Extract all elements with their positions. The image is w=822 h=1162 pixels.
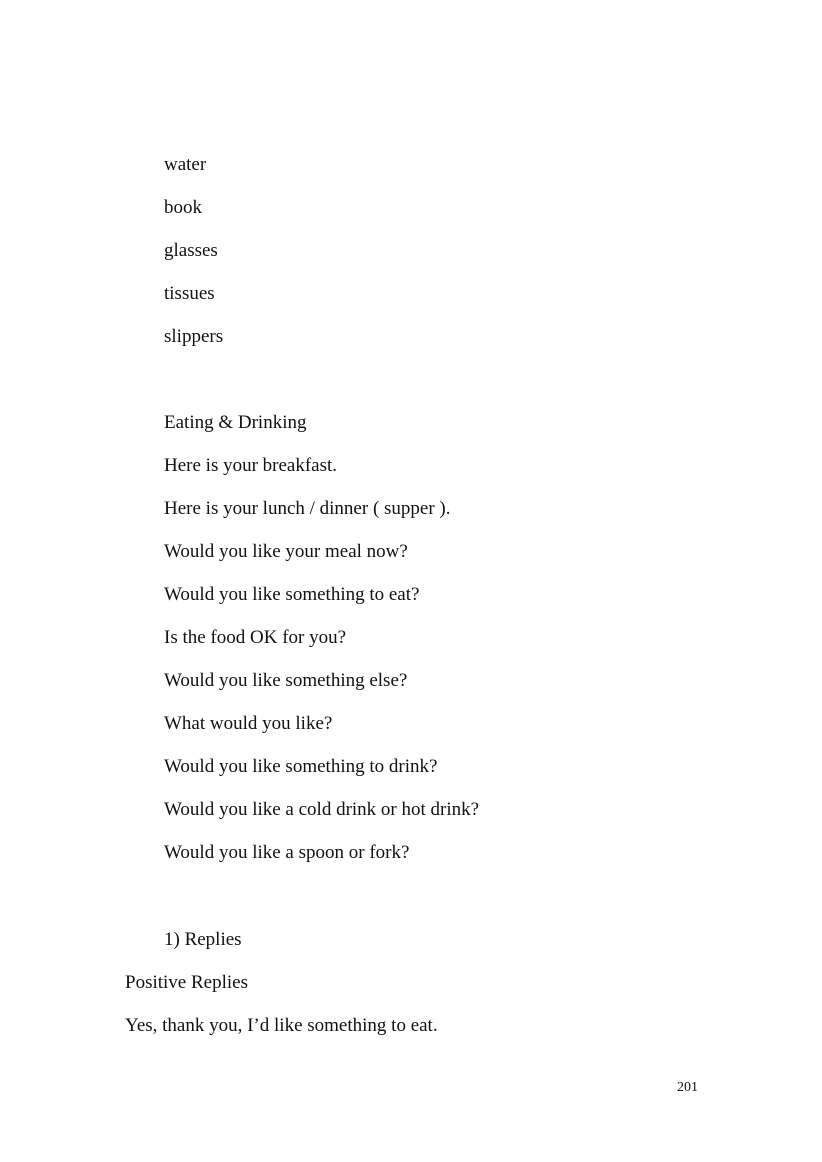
phrase-line: Would you like a cold drink or hot drink? <box>164 799 480 820</box>
page-number: 201 <box>677 1080 698 1095</box>
phrase-line: Would you like a spoon or fork? <box>164 842 410 863</box>
section-heading: 1) Replies <box>164 929 242 950</box>
list-item: slippers <box>164 326 224 347</box>
list-item: tissues <box>164 283 215 304</box>
section-heading: Eating & Drinking <box>164 412 307 433</box>
phrase-line: Would you like something to drink? <box>164 756 438 777</box>
phrase-line: What would you like? <box>164 713 333 734</box>
phrase-line: Here is your breakfast. <box>164 455 338 476</box>
list-item: glasses <box>164 240 218 261</box>
phrase-line: Would you like something else? <box>164 670 408 691</box>
reply-line: Yes, thank you, I’d like something to eat. <box>125 1015 438 1036</box>
list-item: water <box>164 154 207 175</box>
phrase-line: Here is your lunch / dinner ( supper ). <box>164 498 451 519</box>
subheading: Positive Replies <box>125 972 248 993</box>
phrase-line: Is the food OK for you? <box>164 627 347 648</box>
phrase-line: Would you like your meal now? <box>164 541 408 562</box>
phrase-line: Would you like something to eat? <box>164 584 420 605</box>
list-item: book <box>164 197 202 218</box>
